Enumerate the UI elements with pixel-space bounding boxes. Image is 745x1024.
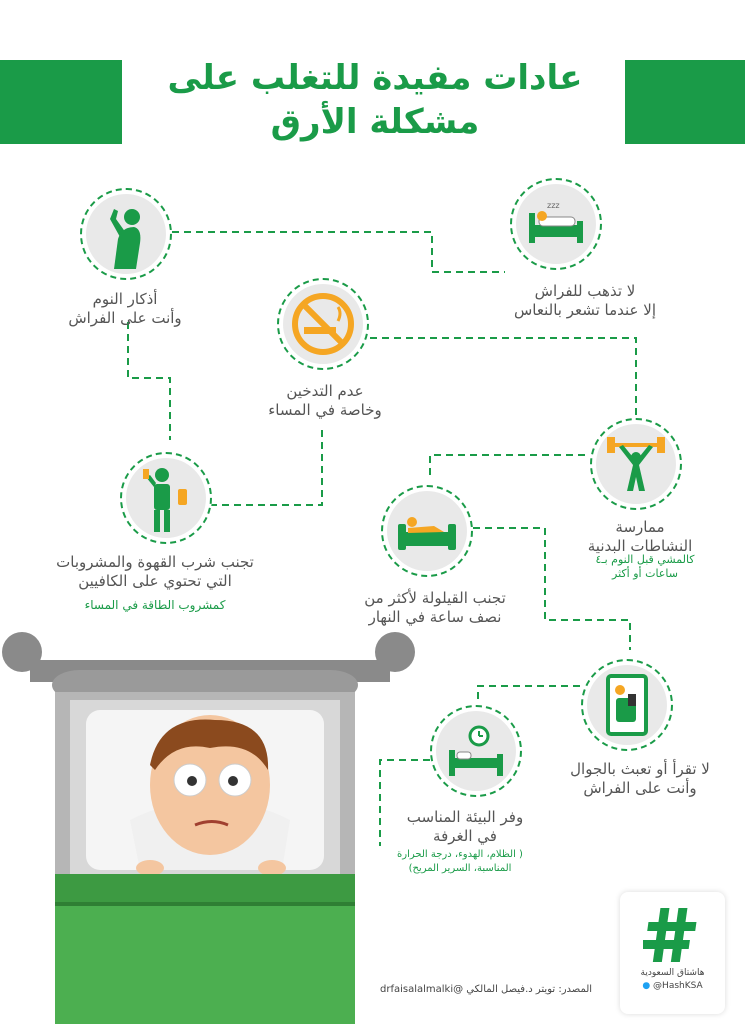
sleepless-man-illustration [0, 620, 420, 1024]
tip-caffeine-sub: كمشروب الطاقة في المساء [84, 598, 226, 612]
energy-drink-icon [136, 463, 196, 533]
tip-caffeine-text: تجنب شرب القهوة والمشروبات التي تحتوي على الكافيين [56, 553, 254, 590]
praying-person-icon [96, 199, 156, 269]
tip-prayer-text: أذكار النوم وأنت على الفراش [68, 290, 182, 327]
sofa-icon [394, 506, 460, 556]
source-credit: المصدر: تويتر د.فيصل المالكي @drfaisalalmalki [380, 984, 593, 995]
title-line-2: مشكلة الأرق [270, 102, 480, 142]
sofa-icon-circle [381, 485, 473, 577]
svg-text:zzz: zzz [547, 201, 560, 210]
phone-in-bed-icon-circle [581, 659, 673, 751]
bed-icon [525, 199, 587, 249]
bed-icon-circle [510, 178, 602, 270]
brand-handle-text: @HashKSA [653, 981, 703, 991]
tip-environment-sub: ( الظلام، الهدوء، درجة الحرارة المناسبة، السرير المريح) [397, 849, 523, 874]
weightlifting-icon-circle [590, 418, 682, 510]
phone-in-bed-icon [602, 672, 652, 738]
brand-badge [620, 892, 725, 1014]
tip-smoking-text: عدم التدخين وخاصة في المساء [268, 382, 382, 419]
clock-bed-icon-circle [430, 705, 522, 797]
energy-drink-icon-circle [120, 452, 212, 544]
no-smoking-icon-circle [277, 278, 369, 370]
brand-name: هاشتاق السعودية [640, 968, 705, 978]
tip-exercise-sub: كالمشي قبل النوم بـ٤ ساعات أو أكثر [595, 553, 695, 580]
no-smoking-icon [290, 291, 356, 357]
praying-person-icon-circle [80, 188, 172, 280]
hashtag-logo-icon [643, 904, 703, 964]
clock-bed-icon [445, 724, 507, 778]
tip-nap-text: تجنب القيلولة لأكثر من نصف ساعة في النهار [364, 589, 506, 626]
brand-handle [620, 981, 725, 991]
weightlifting-icon [603, 431, 669, 497]
tip-bed-sleepy-text: لا تذهب للفراش إلا عندما تشعر بالنعاس [513, 282, 656, 319]
title-line-1: عادات مفيدة للتغلب على [167, 58, 583, 98]
tip-environment-text: وفر البيئة المناسب في الغرفة [406, 808, 524, 845]
tip-exercise-text: ممارسة النشاطات البدنية [587, 518, 693, 555]
tip-phone-text: لا تقرأ أو تعبث بالجوال وأنت على الفراش [570, 760, 710, 797]
twitter-icon: ● [642, 981, 651, 991]
